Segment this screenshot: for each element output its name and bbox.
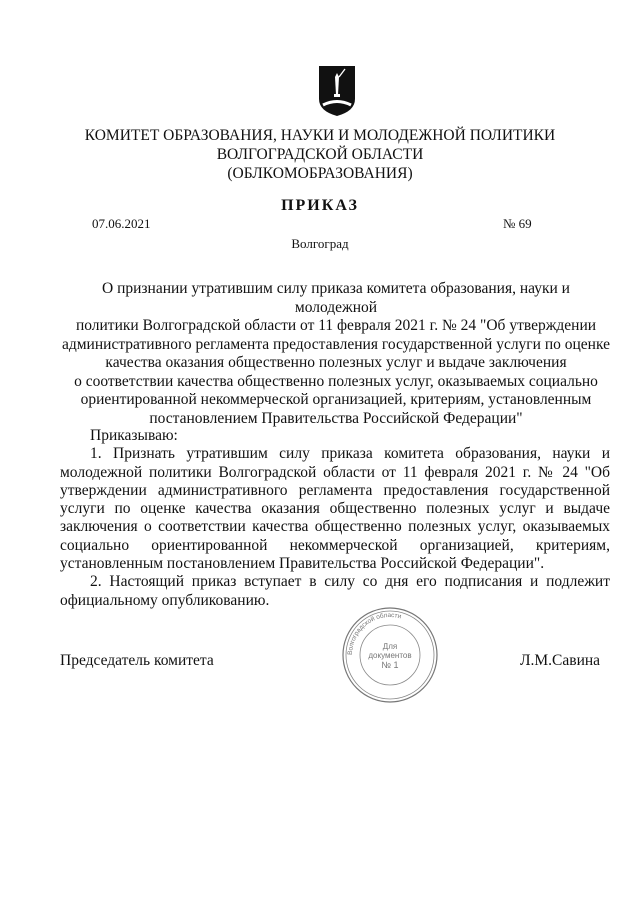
subject-line: постановлением Правительства Российской Федерации" (149, 409, 523, 427)
signer-name: Л.М.Савина (520, 652, 601, 669)
subject-line: политики Волгоградской области от 11 февраля 2021 г. № 24 "Об утверждении (75, 317, 597, 334)
org-line-3: (ОБЛКОМОБРАЗОВАНИЯ) (227, 165, 413, 182)
subject-line: О признании утратившим силу приказа комитета образования, науки и молодежной (102, 280, 570, 316)
stamp-text-line-2: документов (368, 651, 412, 660)
subject-line: о соответствии качества общественно полезных услуг, оказываемых социально (74, 372, 598, 390)
official-stamp (340, 605, 440, 705)
order-title: ПРИКАЗ (281, 197, 359, 214)
order-directive-word: Приказываю: (90, 427, 178, 444)
order-date: 07.06.2021 (92, 216, 151, 231)
stamp-text-line-3: № 1 (381, 660, 399, 670)
organization-name (60, 126, 580, 183)
subject-line: административного регламента предоставления государственной услуги по оценке (61, 335, 610, 353)
order-number: № 69 (503, 216, 532, 231)
org-line-1: КОМИТЕТ ОБРАЗОВАНИЯ, НАУКИ И МОЛОДЕЖНОЙ ПОЛИТИКИ (84, 127, 556, 144)
stamp-text-line-1: Для (382, 642, 398, 651)
stamp-ring-text: Волгоградской области (346, 611, 402, 656)
order-body (60, 427, 610, 610)
volgograd-emblem-icon (318, 65, 356, 117)
subject-line: качества оказания общественно полезных услуг и выдаче заключения (105, 354, 567, 371)
signer-title: Председатель комитета (60, 652, 214, 669)
subject-line: ориентированной некоммерческой организацией, критериям, установленным (80, 391, 592, 408)
org-line-2: ВОЛГОГРАДСКОЙ ОБЛАСТИ (216, 146, 424, 163)
order-item-2: 2. Настоящий приказ вступает в силу со дня его подписания и подлежит официальному опубликованию. (60, 573, 610, 609)
order-item-1: 1. Признать утратившим силу приказа комитета образования, науки и молодежной политики Волгоградской области от 11 февраля 2021 г. № 24 "Об утверждении административного регламента предоставления государственной услуги по оценке качества оказания общественно полезных услуг и выдаче заключения о соответствии качества общественно полезных услуг, оказываемых социально ориентированной некоммерческой организацией, критериям, установленным постановлением Правительства Российской Федерации". (60, 445, 610, 573)
order-city: Волгоград (291, 236, 349, 251)
order-subject (60, 280, 612, 428)
